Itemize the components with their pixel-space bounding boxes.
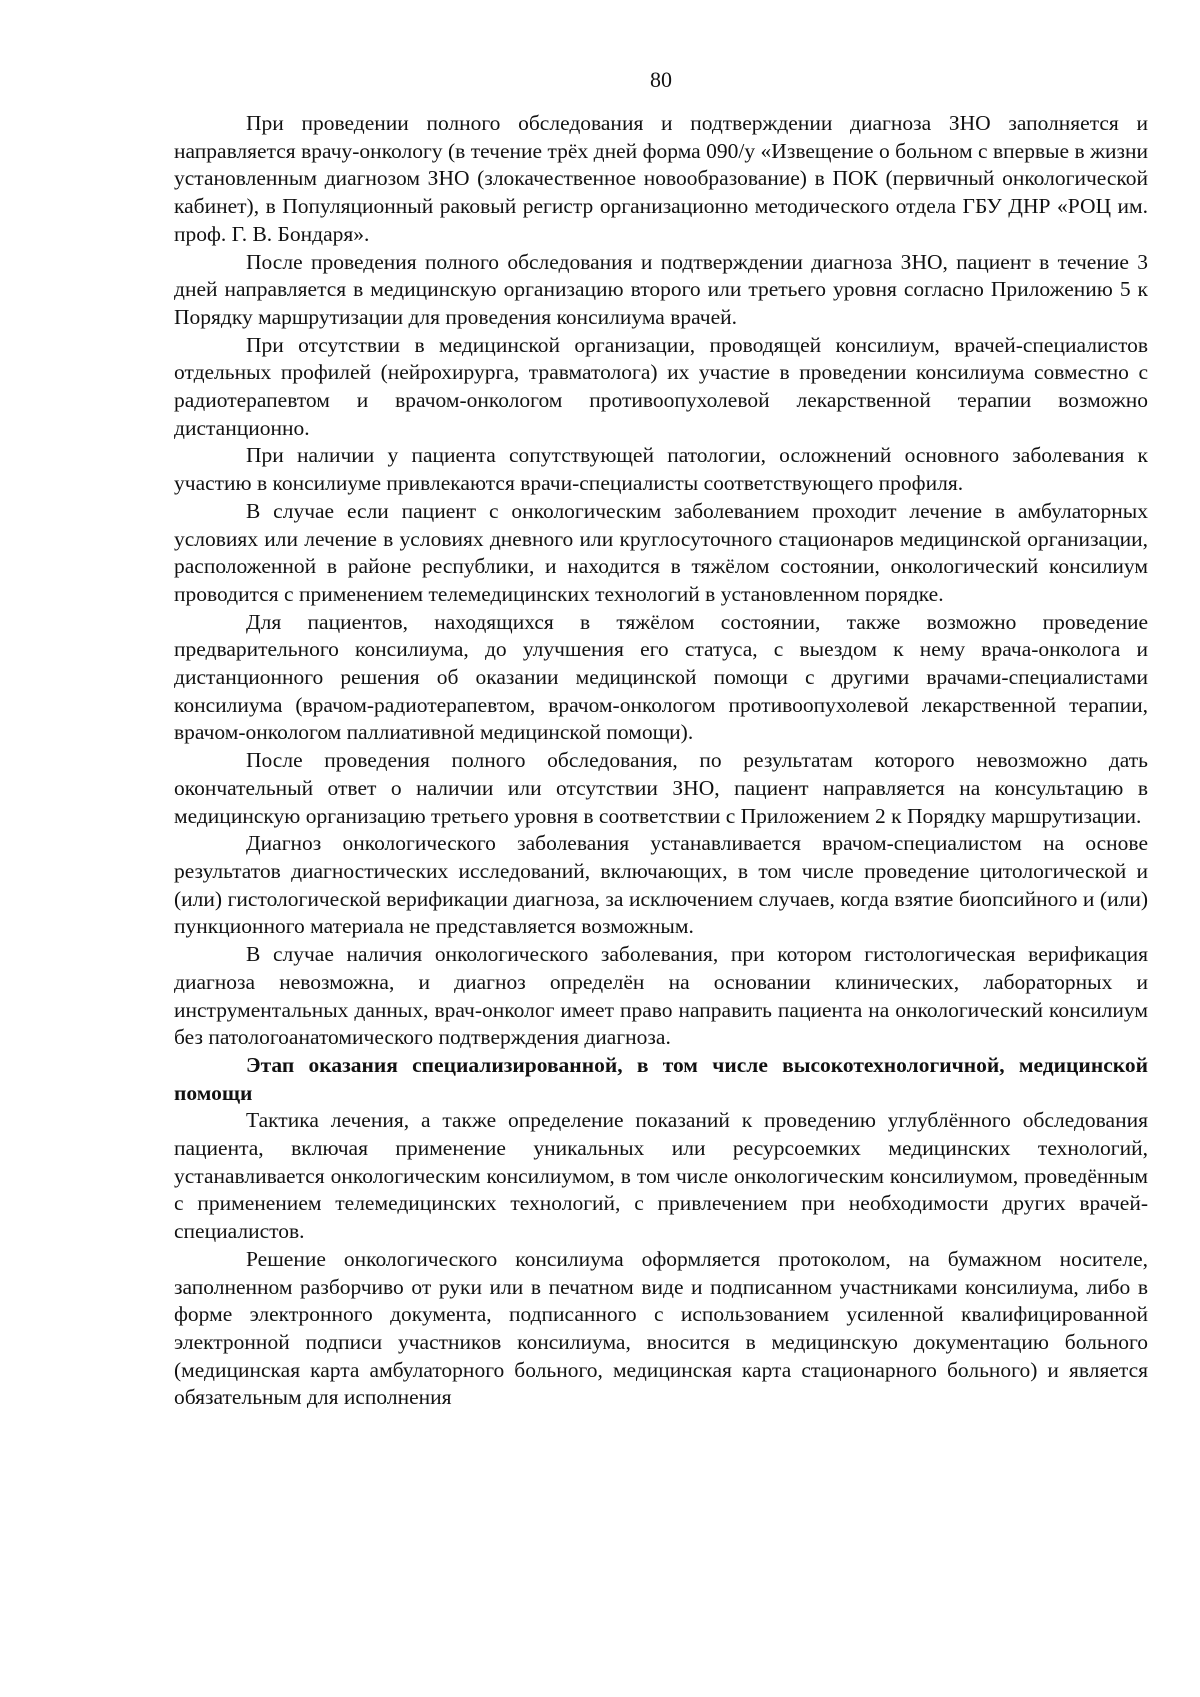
paragraph-6: Для пациентов, находящихся в тяжёлом состоянии, также возможно проведение предварительного консилиума, до улучшения его статуса, с выездом к нему врача-онколога и дистанционного решения об оказании медицинской помощи с другими врачами-специалистами консилиума (врачом-радиотерапевтом, врачом-онкологом противоопухолевой лекарственной терапии, врачом-онкологом паллиативной медицинской помощи).	[174, 609, 1148, 745]
paragraph-1: При проведении полного обследования и подтверждении диагноза ЗНО заполняется и направляется врачу-онкологу (в течение трёх дней форма 090/у «Извещение о больном с впервые в жизни установленным диагнозом ЗНО (злокачественное новообразование) в ПОК (первичный онкологической кабинет), в Популяционный раковый регистр организационно методического отдела ГБУ ДНР «РОЦ им. проф. Г. В. Бондаря».	[174, 111, 1148, 246]
paragraph-3: При отсутствии в медицинской организации, проводящей консилиум, врачей-специалистов отдельных профилей (нейрохирурга, травматолога) их участие в проведении консилиума совместно с радиотерапевтом и врачом-онкологом противоопухолевой лекарственной терапии возможно дистанционно.	[174, 332, 1148, 440]
paragraph-10: Тактика лечения, а также определение показаний к проведению углублённого обследования пациента, включая применение уникальных или ресурсоемких медицинских технологий, устанавливается онкологическим консилиумом, в том числе онкологическим консилиумом, проведённым с применением телемедицинских технологий, с привлечением при необходимости других врачей-специалистов.	[174, 1108, 1148, 1244]
paragraph-11: Решение онкологического консилиума оформляется протоколом, на бумажном носителе, заполненном разборчиво от руки или в печатном виде и подписанном участниками консилиума, либо в форме электронного документа, подписанного с использованием усиленной квалифицированной электронной подписи участников консилиума, вносится в медицинскую документацию больного (медицинская карта амбулаторного больного, медицинская карта стационарного больного) и является обязательным для исполнения	[174, 1246, 1148, 1410]
paragraph-2: После проведения полного обследования и подтверждении диагноза ЗНО, пациент в течение 3 дней направляется в медицинскую организацию второго или третьего уровня согласно Приложению 5 к Порядку маршрутизации для проведения консилиума врачей.	[174, 249, 1148, 329]
paragraph-4: При наличии у пациента сопутствующей патологии, осложнений основного заболевания к участию в консилиуме привлекаются врачи-специалисты соответствующего профиля.	[174, 443, 1148, 496]
document-page	[174, 66, 1148, 1412]
page-number: 80	[650, 67, 672, 92]
section-heading: Этап оказания специализированной, в том числе высокотехнологичной, медицинской помощи	[174, 1052, 1148, 1105]
paragraph-8: Диагноз онкологического заболевания устанавливается врачом-специалистом на основе результатов диагностических исследований, включающих, в том числе проведение цитологической и (или) гистологической верификации диагноза, за исключением случаев, когда взятие биопсийного и (или) пункционного материала не представляется возможным.	[174, 831, 1148, 939]
paragraph-7: После проведения полного обследования, по результатам которого невозможно дать окончательный ответ о наличии или отсутствии ЗНО, пациент направляется на консультацию в медицинскую организацию третьего уровня в соответствии с Приложением 2 к Порядку маршрутизации.	[174, 748, 1148, 828]
paragraph-5: В случае если пациент с онкологическим заболеванием проходит лечение в амбулаторных условиях или лечение в условиях дневного или круглосуточного стационаров медицинской организации, расположенной в районе республики, и находится в тяжёлом состоянии, онкологический консилиум проводится с применением телемедицинских технологий в установленном порядке.	[174, 498, 1148, 606]
paragraph-9: В случае наличия онкологического заболевания, при котором гистологическая верификация диагноза невозможна, и диагноз определён на основании клинических, лабораторных и инструментальных данных, врач-онколог имеет право направить пациента на онкологический консилиум без патологоанатомического подтверждения диагноза.	[174, 942, 1148, 1050]
